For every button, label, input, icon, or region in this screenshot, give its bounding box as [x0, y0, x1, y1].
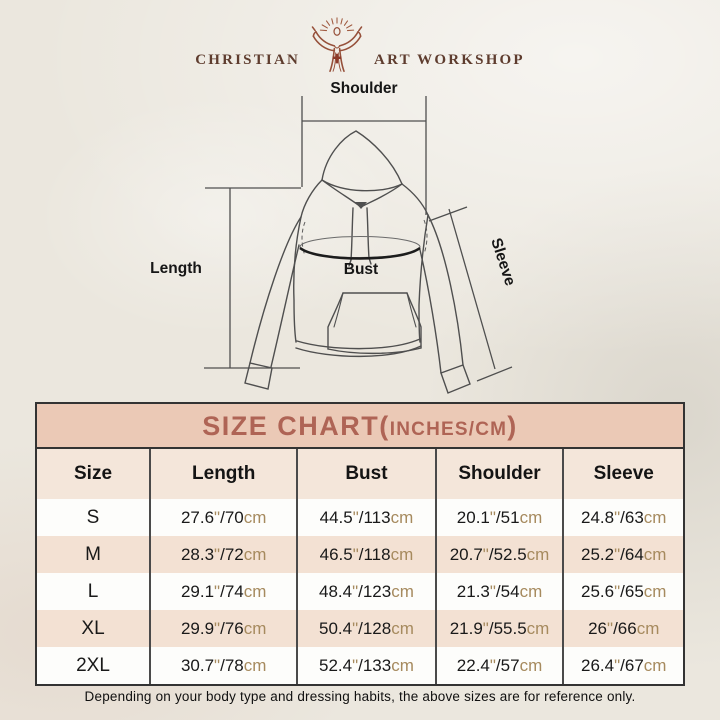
- shoulder-value: 20.7"/52.5cm: [436, 536, 564, 573]
- table-row: [37, 647, 683, 684]
- table-row: [37, 536, 683, 573]
- size-chart-table: [35, 402, 685, 686]
- length-value: 30.7"/78cm: [150, 647, 297, 684]
- hoodie-measurement-diagram: [0, 80, 720, 402]
- bust-value: 52.4"/133cm: [297, 647, 435, 684]
- bust-value: 50.4"/128cm: [297, 610, 435, 647]
- size-table-body: [37, 499, 683, 684]
- length-value: 29.1"/74cm: [150, 573, 297, 610]
- shoulder-value: 20.1"/51cm: [436, 499, 564, 536]
- shoulder-value: 21.9"/55.5cm: [436, 610, 564, 647]
- shoulder-label: Shoulder: [330, 80, 398, 97]
- column-header-shoulder: Shoulder: [436, 449, 564, 499]
- column-header-length: Length: [150, 449, 297, 499]
- jesus-open-arms-rays-icon: [309, 14, 365, 76]
- sleeve-label: Sleeve: [487, 235, 519, 288]
- length-value: 28.3"/72cm: [150, 536, 297, 573]
- shoulder-value: 22.4"/57cm: [436, 647, 564, 684]
- column-header-sleeve: Sleeve: [563, 449, 683, 499]
- shoulder-value: 21.3"/54cm: [436, 573, 564, 610]
- length-value: 27.6"/70cm: [150, 499, 297, 536]
- bust-value: 48.4"/123cm: [297, 573, 435, 610]
- sleeve-value: 25.6"/65cm: [563, 573, 683, 610]
- table-row: [37, 573, 683, 610]
- length-value: 29.9"/76cm: [150, 610, 297, 647]
- table-header-row: [37, 449, 683, 499]
- column-header-size: Size: [37, 449, 150, 499]
- title-units: INCHES/CM: [389, 419, 508, 440]
- brand-header: [0, 12, 720, 76]
- column-header-bust: Bust: [297, 449, 435, 499]
- bust-value: 44.5"/113cm: [297, 499, 435, 536]
- sleeve-value: 26.4"/67cm: [563, 647, 683, 684]
- table-row: [37, 610, 683, 647]
- sleeve-value: 26"/66cm: [563, 610, 683, 647]
- bust-label: Bust: [343, 261, 379, 278]
- size-value: M: [37, 536, 150, 573]
- brand-text-left: CHRISTIAN: [195, 52, 301, 68]
- size-chart-title: SIZE CHART(INCHES/CM): [37, 404, 683, 449]
- brand-text-right: ART WORKSHOP: [374, 52, 525, 68]
- bust-value: 46.5"/118cm: [297, 536, 435, 573]
- table-row: [37, 499, 683, 536]
- disclaimer-note: Depending on your body type and dressing habits, the above sizes are for reference only.: [84, 689, 636, 704]
- length-label: Length: [150, 260, 202, 277]
- size-value: L: [87, 580, 99, 602]
- size-value: 2XL: [76, 654, 110, 676]
- sleeve-value: 25.2"/64cm: [563, 536, 683, 573]
- size-value: S: [86, 506, 100, 528]
- title-main: SIZE CHART: [202, 411, 380, 441]
- size-value: XL: [37, 610, 150, 647]
- size-table: [37, 449, 683, 684]
- sleeve-value: 24.8"/63cm: [563, 499, 683, 536]
